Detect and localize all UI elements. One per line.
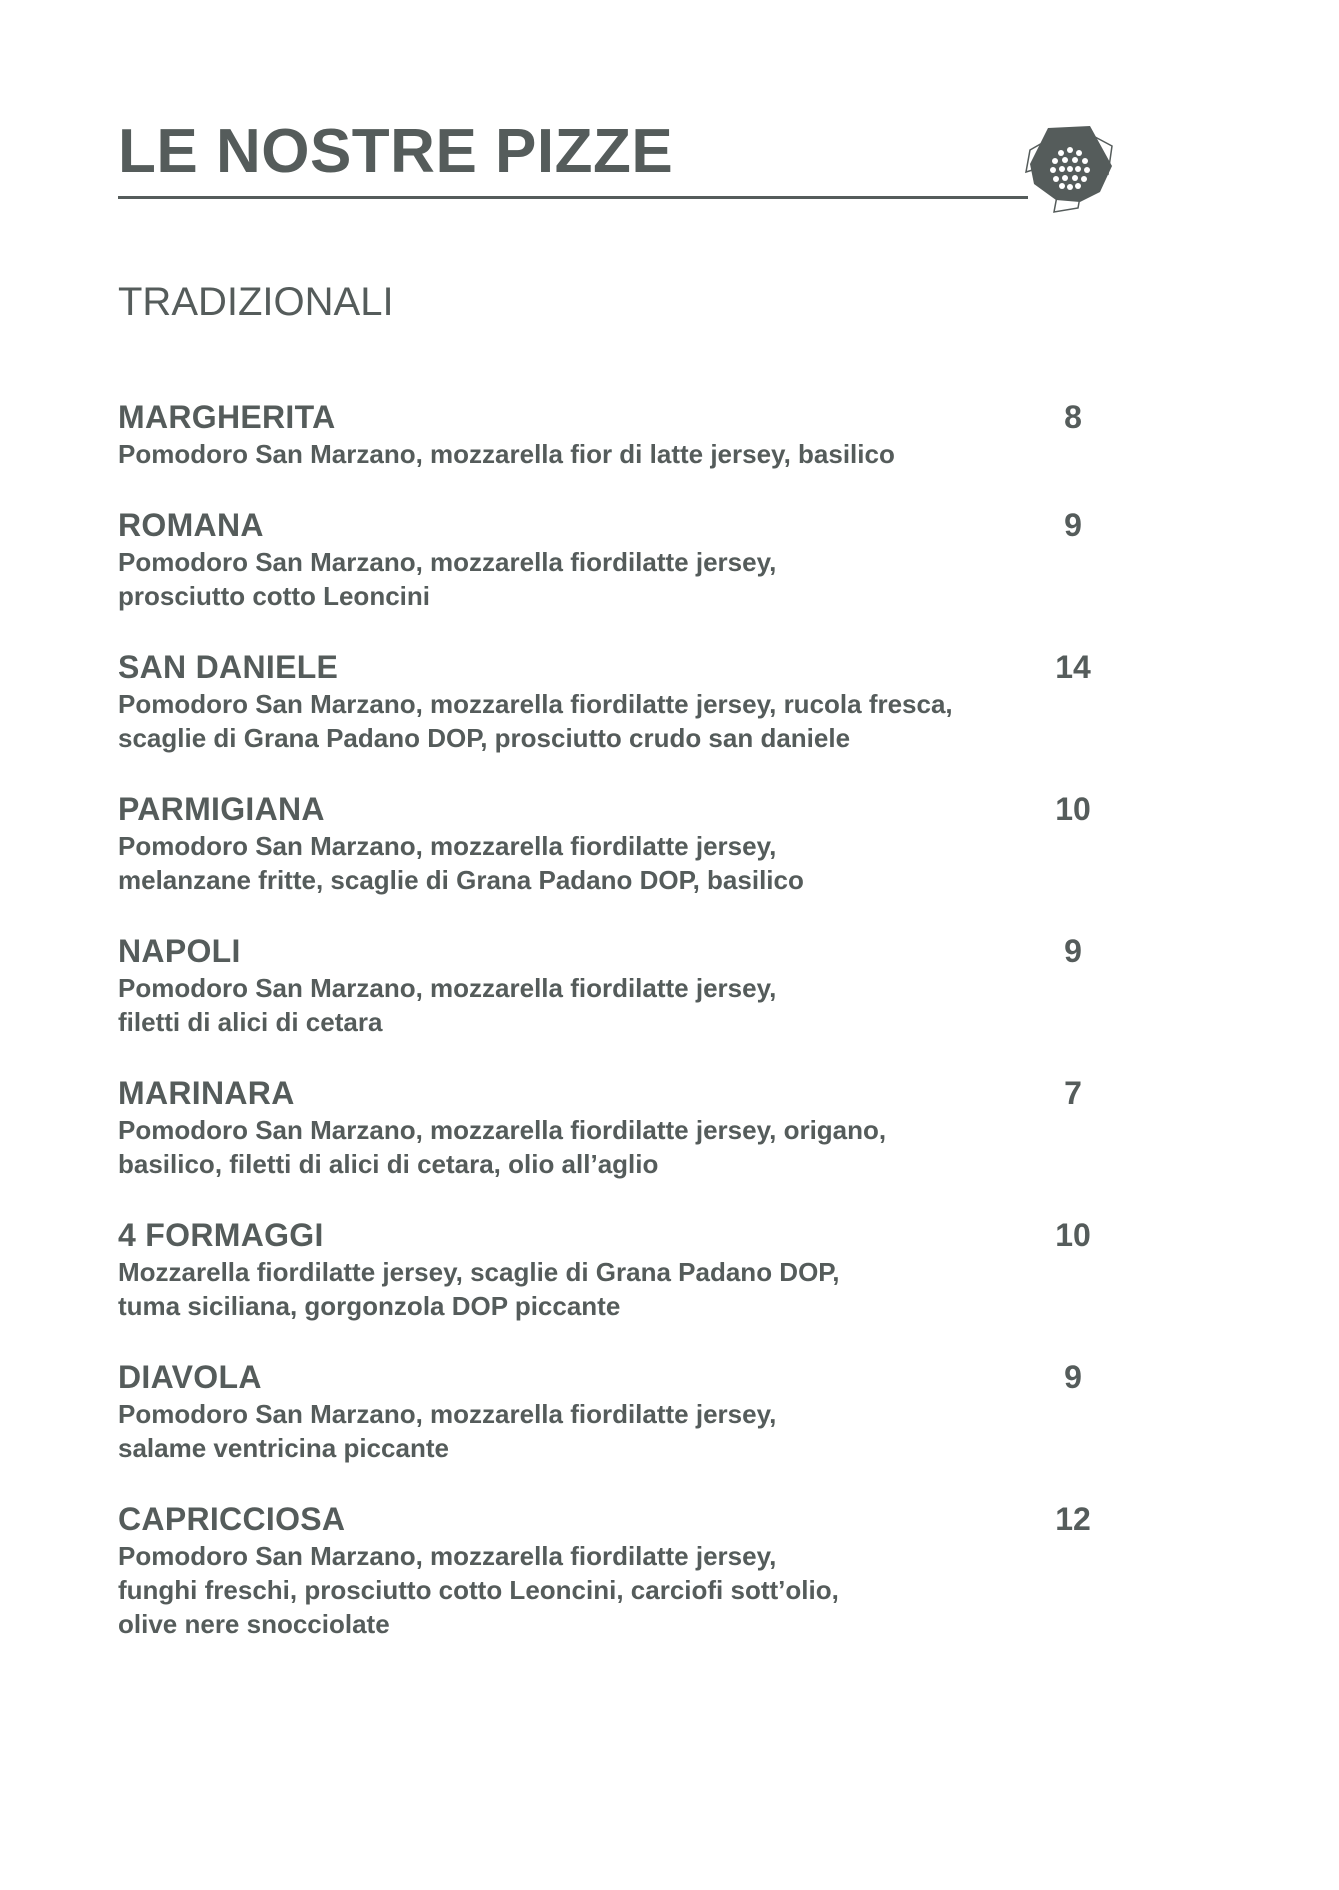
pizza-description-line: Pomodoro San Marzano, mozzarella fiordilatte jersey, xyxy=(118,973,777,1003)
pizza-description xyxy=(118,687,1103,755)
menu-item xyxy=(118,505,1103,613)
pizza-name: NAPOLI xyxy=(118,933,241,969)
menu-item xyxy=(118,647,1103,755)
pizza-description-line: salame ventricina piccante xyxy=(118,1433,449,1463)
menu-item-header xyxy=(118,505,1103,545)
pizza-description-line: prosciutto cotto Leoncini xyxy=(118,581,430,611)
pizza-price: 8 xyxy=(1064,399,1082,435)
pizza-price: 14 xyxy=(1055,649,1091,685)
pizza-name: CAPRICCIOSA xyxy=(118,1501,346,1537)
pizza-price: 9 xyxy=(1064,507,1082,543)
menu-item xyxy=(118,1073,1103,1181)
menu-item-header xyxy=(118,1073,1103,1113)
pizza-description xyxy=(118,829,1103,897)
menu-item-header xyxy=(118,931,1103,971)
pizza-name: MARINARA xyxy=(118,1075,295,1111)
pizza-menu-list xyxy=(118,397,1103,1675)
pizza-description xyxy=(118,1397,1103,1465)
pizza-description xyxy=(118,1539,1103,1641)
pizza-description xyxy=(118,545,1103,613)
pizza-name: 4 FORMAGGI xyxy=(118,1217,324,1253)
pizza-price: 10 xyxy=(1055,791,1091,827)
menu-item xyxy=(118,397,1103,471)
pizza-description xyxy=(118,1255,1103,1323)
pizza-name: PARMIGIANA xyxy=(118,791,325,827)
menu-item xyxy=(118,931,1103,1039)
pizza-description-line: funghi freschi, prosciutto cotto Leoncini, carciofi sott’olio, xyxy=(118,1575,839,1605)
pizza-description-line: tuma siciliana, gorgonzola DOP piccante xyxy=(118,1291,621,1321)
menu-item-header xyxy=(118,397,1103,437)
pizza-description-line: Pomodoro San Marzano, mozzarella fiordilatte jersey, rucola fresca, xyxy=(118,689,953,719)
pizza-price: 9 xyxy=(1064,1359,1082,1395)
pizza-description-line: melanzane fritte, scaglie di Grana Padano DOP, basilico xyxy=(118,865,804,895)
pizza-name: DIAVOLA xyxy=(118,1359,262,1395)
pizza-description-line: Pomodoro San Marzano, mozzarella fior di latte jersey, basilico xyxy=(118,439,895,469)
pizza-description xyxy=(118,437,1103,471)
title-underline xyxy=(118,196,1028,199)
pizza-description-line: filetti di alici di cetara xyxy=(118,1007,383,1037)
pizza-description-line: basilico, filetti di alici di cetara, olio all’aglio xyxy=(118,1149,659,1179)
menu-item xyxy=(118,1215,1103,1323)
pizza-price: 12 xyxy=(1055,1501,1091,1537)
section-title: TRADIZIONALI xyxy=(118,280,394,324)
menu-item-header xyxy=(118,789,1103,829)
pizza-price: 10 xyxy=(1055,1217,1091,1253)
pizza-description-line: Mozzarella fiordilatte jersey, scaglie di Grana Padano DOP, xyxy=(118,1257,840,1287)
pizza-description-line: olive nere snocciolate xyxy=(118,1609,390,1639)
menu-item xyxy=(118,1499,1103,1641)
pizza-description-line: scaglie di Grana Padano DOP, prosciutto crudo san daniele xyxy=(118,723,851,753)
pizza-name: ROMANA xyxy=(118,507,264,543)
pizza-description-line: Pomodoro San Marzano, mozzarella fiordilatte jersey, xyxy=(118,547,777,577)
pizza-price: 7 xyxy=(1064,1075,1082,1111)
menu-item-header xyxy=(118,1499,1103,1539)
pizza-description-line: Pomodoro San Marzano, mozzarella fiordilatte jersey, origano, xyxy=(118,1115,887,1145)
menu-item-header xyxy=(118,647,1103,687)
pizza-description xyxy=(118,1113,1103,1181)
pizza-name: MARGHERITA xyxy=(118,399,336,435)
menu-item xyxy=(118,1357,1103,1465)
menu-item xyxy=(118,789,1103,897)
pizza-description-line: Pomodoro San Marzano, mozzarella fiordilatte jersey, xyxy=(118,831,777,861)
pizza-description xyxy=(118,971,1103,1039)
menu-item-header xyxy=(118,1215,1103,1255)
pizza-price: 9 xyxy=(1064,933,1082,969)
pizza-description-line: Pomodoro San Marzano, mozzarella fiordilatte jersey, xyxy=(118,1399,777,1429)
pizza-description-line: Pomodoro San Marzano, mozzarella fiordilatte jersey, xyxy=(118,1541,777,1571)
page-title: LE NOSTRE PIZZE xyxy=(118,117,674,186)
menu-item-header xyxy=(118,1357,1103,1397)
pizza-logo-icon xyxy=(1020,120,1120,220)
pizza-name: SAN DANIELE xyxy=(118,649,339,685)
